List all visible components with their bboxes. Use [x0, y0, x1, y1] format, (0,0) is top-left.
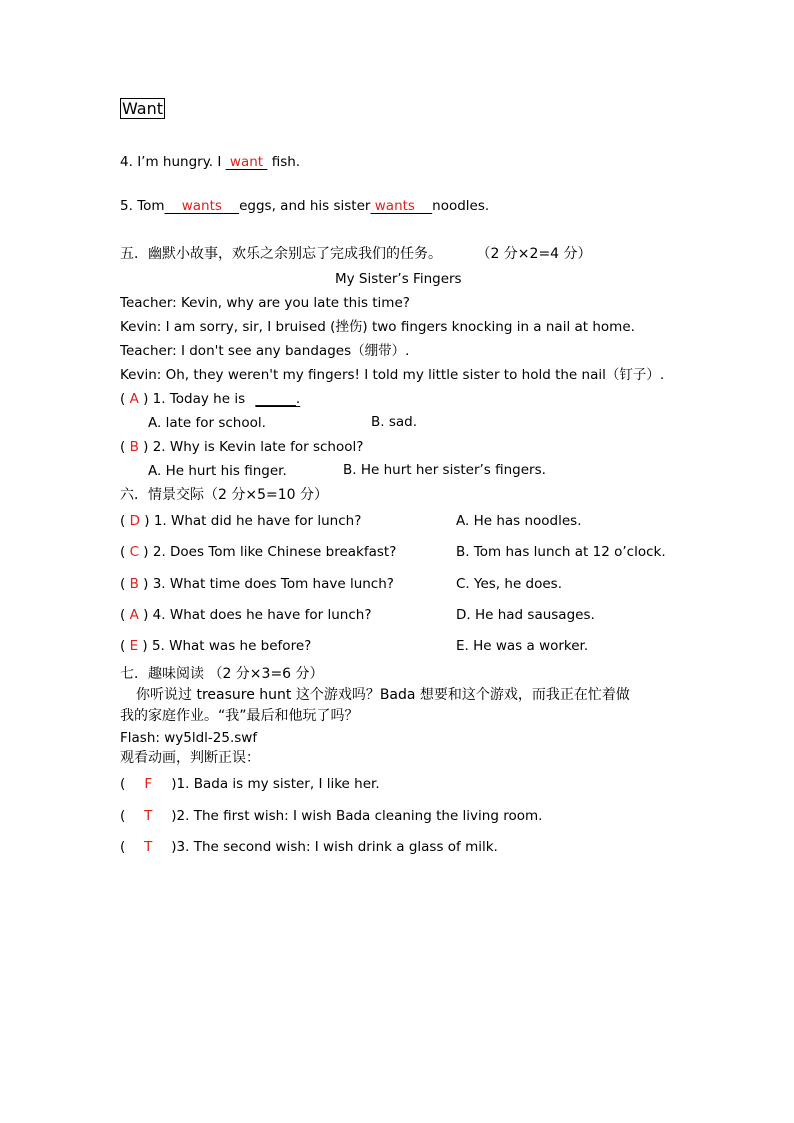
- question-text: 5. What was he before?: [151, 638, 312, 654]
- section5-heading: [120, 245, 592, 263]
- matching-option: C. Yes, he does.: [456, 576, 562, 592]
- dialogue-line: Kevin: Oh, they weren't my fingers! I told my little sister to hold the nail（钉子）.: [120, 367, 665, 383]
- matching-option: B. Tom has lunch at 12 o’clock.: [456, 544, 666, 560]
- question-text: 1. What did he have for lunch?: [153, 513, 362, 529]
- question-text: noodles.: [432, 198, 490, 214]
- answer-text: D: [129, 513, 140, 529]
- question-text: Tom: [137, 198, 165, 214]
- true-false-item: ( T )3. The second wish: I wish drink a glass of milk.: [120, 839, 498, 855]
- option-a: A. late for school.: [148, 415, 266, 431]
- question-number: 4.: [120, 154, 133, 170]
- question-number: 5.: [120, 198, 133, 214]
- story-title: My Sister’s Fingers: [335, 271, 462, 287]
- flash-filename: Flash: wy5ldl-25.swf: [120, 730, 258, 746]
- question-text: 1. Today he is: [152, 391, 246, 407]
- instruction-text: 观看动画，判断正误：: [120, 750, 260, 766]
- comprehension-question-2: ( B ) 2. Why is Kevin late for school?: [120, 439, 364, 455]
- question-text: 4. What does he have for lunch?: [152, 607, 372, 623]
- section7-heading: 七．趣味阅读 （2 分×3=6 分）: [120, 666, 324, 682]
- answer-text: wants: [374, 198, 415, 214]
- dialogue-line: Kevin: I am sorry, sir, I bruised (挫伤) two fingers knocking in a nail at home.: [120, 319, 635, 335]
- statement-text: )2. The first wish: I wish Bada cleaning the living room.: [171, 808, 543, 824]
- intro-text: 我的家庭作业。“我”最后和他玩了吗？: [120, 708, 359, 724]
- answer-text: E: [129, 638, 139, 654]
- intro-text: 你听说过 treasure hunt 这个游戏吗？Bada 想要和这个游戏，而我正在忙着做: [136, 687, 630, 703]
- comprehension-question-1: ( A ) 1. Today he is ______.: [120, 391, 301, 407]
- matching-option: E. He was a worker.: [456, 638, 589, 654]
- heading-text: 五．幽默小故事，欢乐之余别忘了完成我们的任务。: [120, 246, 442, 262]
- fill-blank-5: [120, 197, 489, 215]
- word-box: [120, 98, 165, 120]
- answer-blank: ______.: [255, 391, 301, 407]
- matching-question: ( D ) 1. What did he have for lunch?: [120, 513, 362, 529]
- option-b: B. sad.: [371, 414, 418, 430]
- answer-text: B: [129, 439, 139, 455]
- answer-text: T: [144, 839, 153, 855]
- answer-text: B: [129, 576, 139, 592]
- option-a: A. He hurt his finger.: [148, 463, 287, 479]
- matching-question: ( B ) 3. What time does Tom have lunch?: [120, 576, 394, 592]
- answer-text: A: [129, 607, 139, 623]
- question-text: I’m hungry. I: [137, 154, 222, 170]
- answer-text: A: [129, 391, 139, 407]
- true-false-item: ( T )2. The first wish: I wish Bada cleaning the living room.: [120, 808, 543, 824]
- answer-text: want: [229, 154, 264, 170]
- question-text: 2. Does Tom like Chinese breakfast?: [152, 544, 397, 560]
- statement-text: )1. Bada is my sister, I like her.: [171, 776, 380, 792]
- matching-option: A. He has noodles.: [456, 513, 582, 529]
- dialogue-line: Teacher: Kevin, why are you late this time?: [120, 295, 410, 311]
- answer-text: T: [144, 808, 153, 824]
- word-box-label: Want: [122, 99, 164, 118]
- true-false-item: ( F )1. Bada is my sister, I like her.: [120, 776, 380, 792]
- fill-blank-4: [120, 153, 300, 171]
- matching-question: ( E ) 5. What was he before?: [120, 638, 312, 654]
- answer-text: F: [144, 776, 153, 792]
- matching-question: ( A ) 4. What does he have for lunch?: [120, 607, 372, 623]
- answer-text: C: [129, 544, 139, 560]
- answer-text: wants: [181, 198, 222, 214]
- statement-text: )3. The second wish: I wish drink a glass of milk.: [171, 839, 498, 855]
- score-text: （2 分×2=4 分）: [476, 246, 592, 262]
- matching-question: ( C ) 2. Does Tom like Chinese breakfast?: [120, 544, 397, 560]
- question-text: fish.: [271, 154, 301, 170]
- question-text: 2. Why is Kevin late for school?: [152, 439, 364, 455]
- question-text: 3. What time does Tom have lunch?: [152, 576, 394, 592]
- dialogue-line: Teacher: I don't see any bandages（绷带）.: [120, 343, 410, 359]
- question-text: eggs, and his sister: [239, 198, 371, 214]
- matching-option: D. He had sausages.: [456, 607, 595, 623]
- section6-heading: 六．情景交际（2 分×5=10 分）: [120, 487, 328, 503]
- option-b: B. He hurt her sister’s fingers.: [343, 462, 546, 478]
